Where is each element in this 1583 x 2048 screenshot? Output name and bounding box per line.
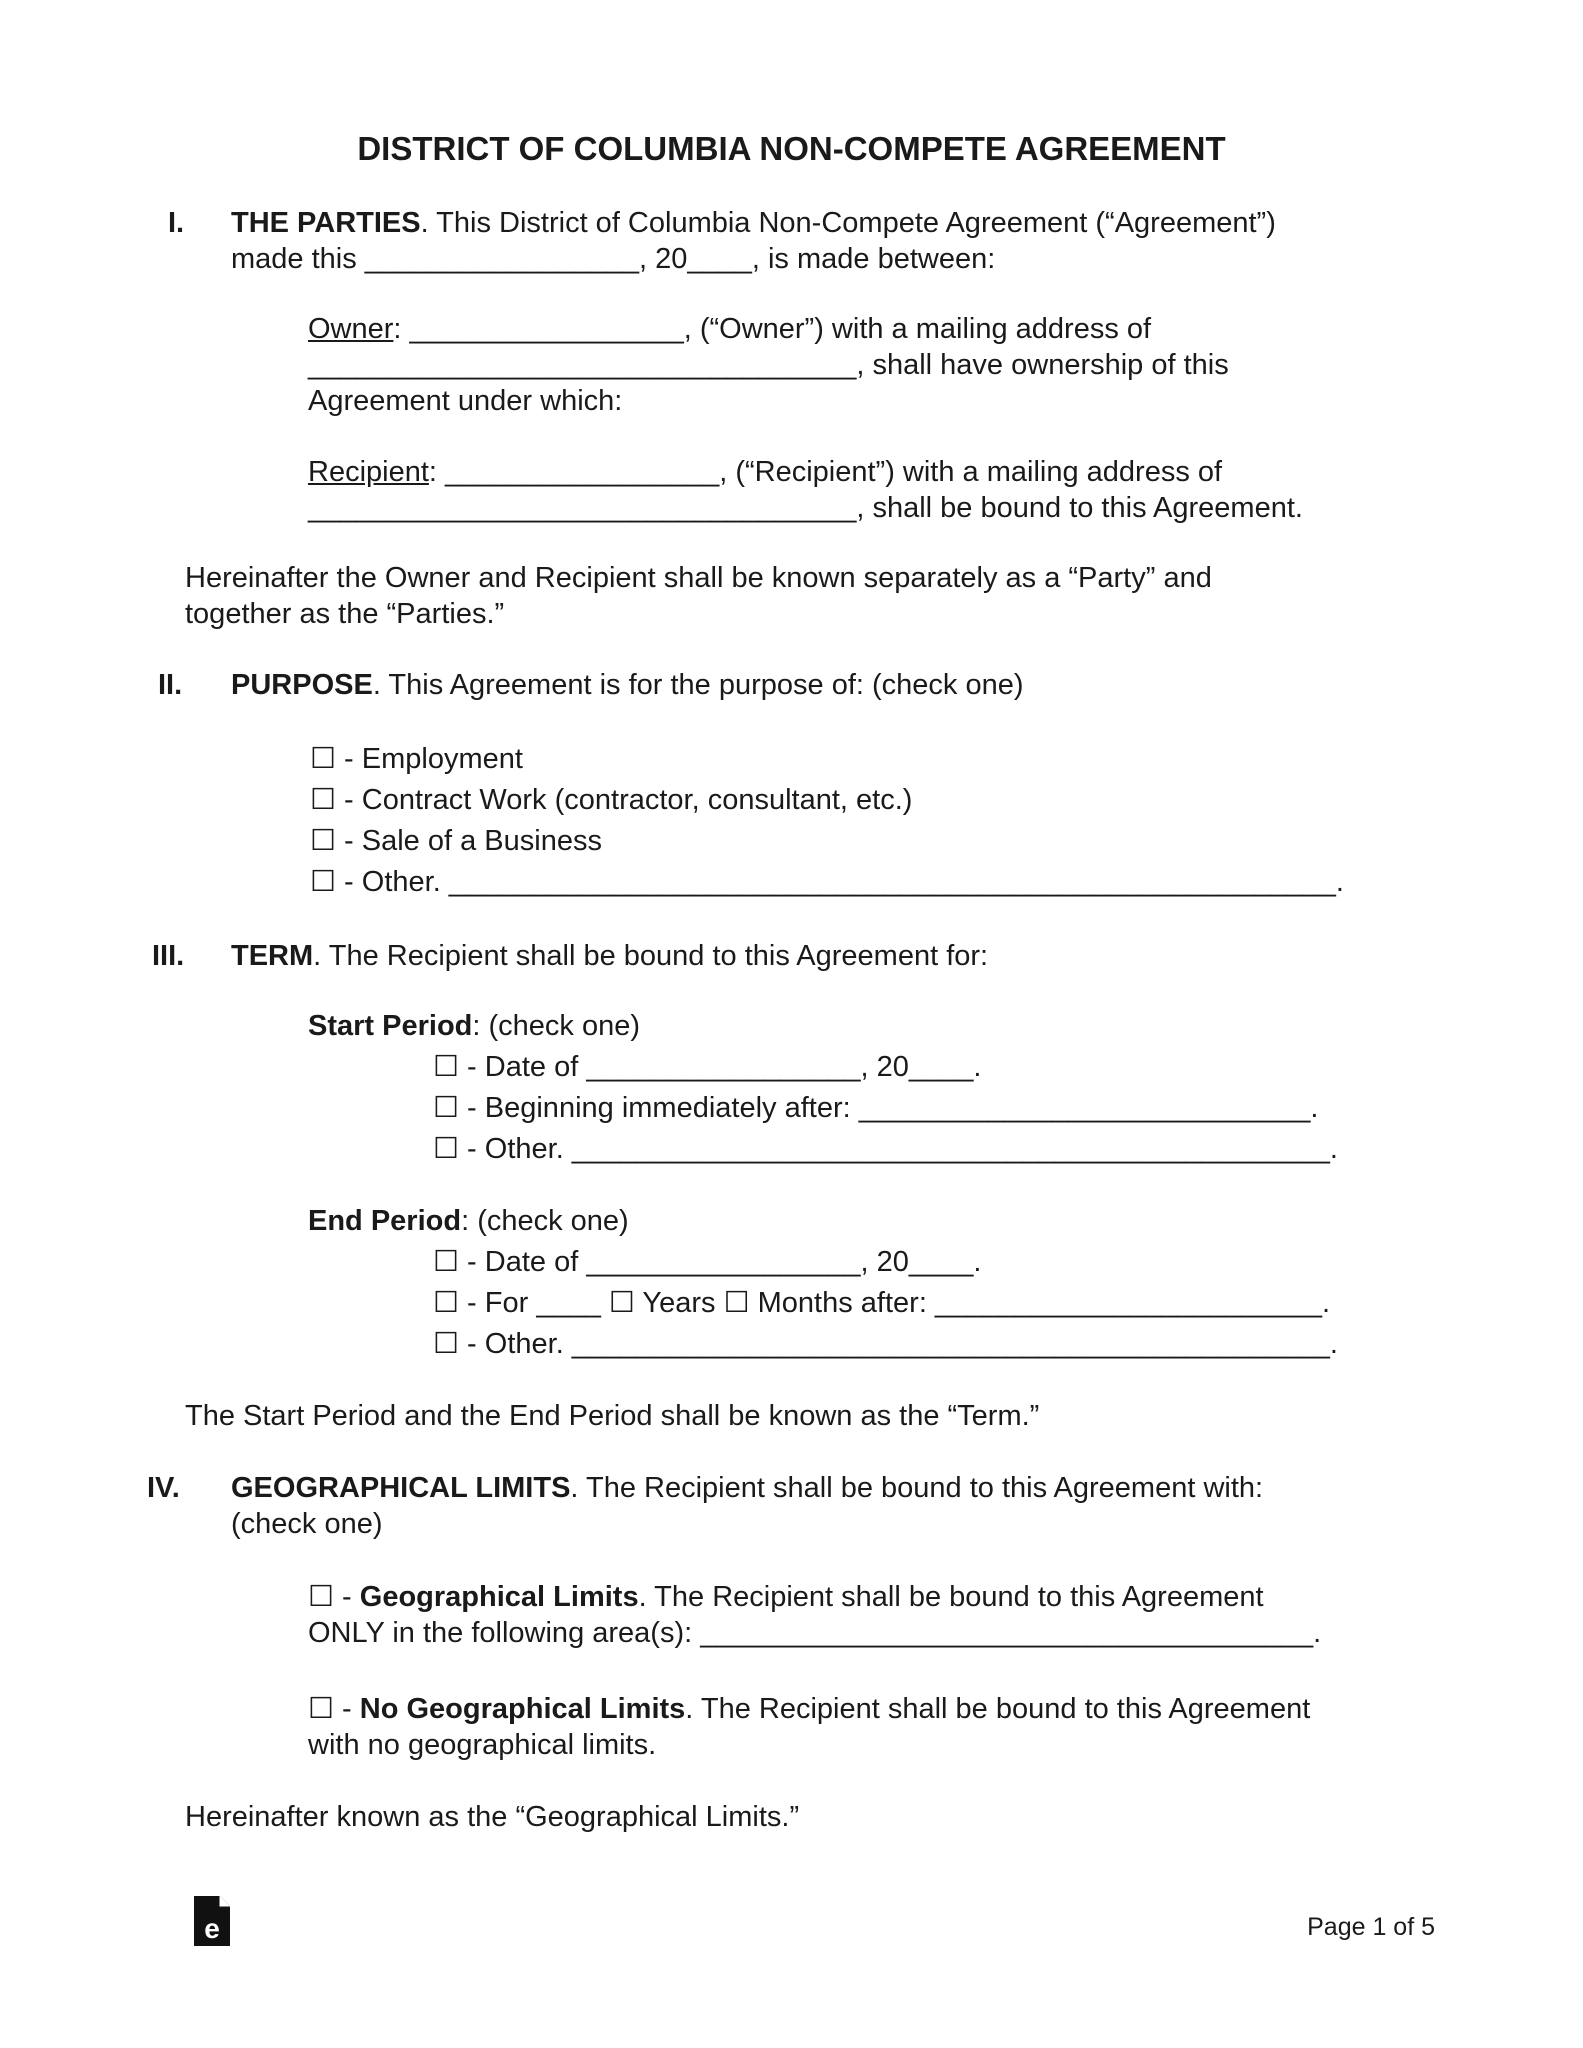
- owner-name-field[interactable]: : _________________, (“Owner”) with a mailing address of: [393, 313, 1152, 345]
- geo-option-limits[interactable]: [308, 1579, 1264, 1615]
- geo-option-no-limits-line2: with no geographical limits.: [308, 1729, 657, 1761]
- end-period-line: [308, 1203, 629, 1239]
- end-option-date[interactable]: ☐ - Date of _________________, 20____.: [433, 1246, 982, 1278]
- parties-hereinafter-line2: together as the “Parties.”: [185, 598, 505, 630]
- recipient-label: Recipient: [308, 456, 429, 488]
- recipient-address-field[interactable]: __________________________________, shall be bound to this Agreement.: [308, 492, 1303, 524]
- term-summary: The Start Period and the End Period shall be known as the “Term.”: [185, 1400, 1040, 1432]
- geo-option-no-limits-label: No Geographical Limits: [359, 1693, 686, 1725]
- recipient-name-field[interactable]: : _________________, (“Recipient”) with a mailing address of: [428, 456, 1223, 488]
- geo-option-limits-label: Geographical Limits: [359, 1581, 639, 1613]
- term-intro-text: . The Recipient shall be bound to this Agreement for:: [313, 940, 989, 972]
- purpose-intro: [231, 667, 1024, 703]
- geo-heading: GEOGRAPHICAL LIMITS: [231, 1472, 571, 1504]
- parties-intro-line2[interactable]: made this _________________, 20____, is made between:: [231, 243, 996, 275]
- owner-line1: [308, 311, 1151, 347]
- geo-intro-line1: [231, 1470, 1263, 1506]
- start-period-label: Start Period: [308, 1010, 473, 1042]
- parties-hereinafter-line1: Hereinafter the Owner and Recipient shall be known separately as a “Party” and: [185, 562, 1212, 594]
- page-number: Page 1 of 5: [1307, 1913, 1435, 1941]
- parties-intro-line1: [231, 205, 1276, 241]
- purpose-heading: PURPOSE: [231, 669, 373, 701]
- owner-label: Owner: [308, 313, 394, 345]
- geo-summary: Hereinafter known as the “Geographical Limits.”: [185, 1801, 800, 1833]
- parties-intro-text: . This District of Columbia Non-Compete Agreement (“Agreement”): [420, 207, 1276, 239]
- geo-option-no-limits-checkbox[interactable]: ☐ -: [308, 1693, 360, 1725]
- geo-option-limits-checkbox[interactable]: ☐ -: [308, 1581, 360, 1613]
- logo-letter: e: [204, 1913, 220, 1944]
- end-period-check: : (check one): [461, 1205, 629, 1237]
- end-option-other[interactable]: ☐ - Other. _______________________________________________.: [433, 1328, 1338, 1360]
- purpose-option-employment[interactable]: ☐ - Employment: [310, 743, 523, 775]
- purpose-option-contract-work[interactable]: ☐ - Contract Work (contractor, consultant, etc.): [310, 784, 913, 816]
- document-logo-icon: [194, 1896, 230, 1955]
- owner-line3: Agreement under which:: [308, 385, 623, 417]
- purpose-option-sale-of-business[interactable]: ☐ - Sale of a Business: [310, 825, 602, 857]
- purpose-option-other[interactable]: ☐ - Other. _______________________________________________________.: [310, 866, 1344, 898]
- owner-address-field[interactable]: __________________________________, shall have ownership of this: [308, 349, 1229, 381]
- start-period-line: [308, 1008, 640, 1044]
- start-option-other[interactable]: ☐ - Other. _______________________________________________.: [433, 1133, 1338, 1165]
- geo-intro-line2: (check one): [231, 1508, 383, 1540]
- geo-option-no-limits[interactable]: [308, 1691, 1310, 1727]
- recipient-line1: [308, 454, 1222, 490]
- purpose-intro-text: . This Agreement is for the purpose of: (check one): [372, 669, 1024, 701]
- section-number-geo: IV.: [147, 1472, 180, 1504]
- geo-option-limits-area-field[interactable]: ONLY in the following area(s): ______________________________________.: [308, 1617, 1322, 1649]
- term-heading: TERM: [231, 940, 314, 972]
- end-option-duration[interactable]: ☐ - For ____ ☐ Years ☐ Months after: ________________________.: [433, 1287, 1331, 1319]
- section-number-purpose: II.: [158, 669, 183, 701]
- section-number-parties: I.: [168, 207, 185, 239]
- geo-option-limits-text: . The Recipient shall be bound to this Agreement: [638, 1581, 1264, 1613]
- geo-intro-text: . The Recipient shall be bound to this Agreement with:: [570, 1472, 1264, 1504]
- geo-option-no-limits-text: . The Recipient shall be bound to this Agreement: [685, 1693, 1311, 1725]
- section-number-term: III.: [152, 940, 185, 972]
- parties-heading: THE PARTIES: [231, 207, 421, 239]
- start-option-date[interactable]: ☐ - Date of _________________, 20____.: [433, 1051, 982, 1083]
- term-intro: [231, 938, 988, 974]
- end-period-label: End Period: [308, 1205, 462, 1237]
- start-option-beginning-after[interactable]: ☐ - Beginning immediately after: ____________________________.: [433, 1092, 1319, 1124]
- document-title: DISTRICT OF COLUMBIA NON-COMPETE AGREEMENT: [357, 130, 1226, 167]
- start-period-check: : (check one): [472, 1010, 641, 1042]
